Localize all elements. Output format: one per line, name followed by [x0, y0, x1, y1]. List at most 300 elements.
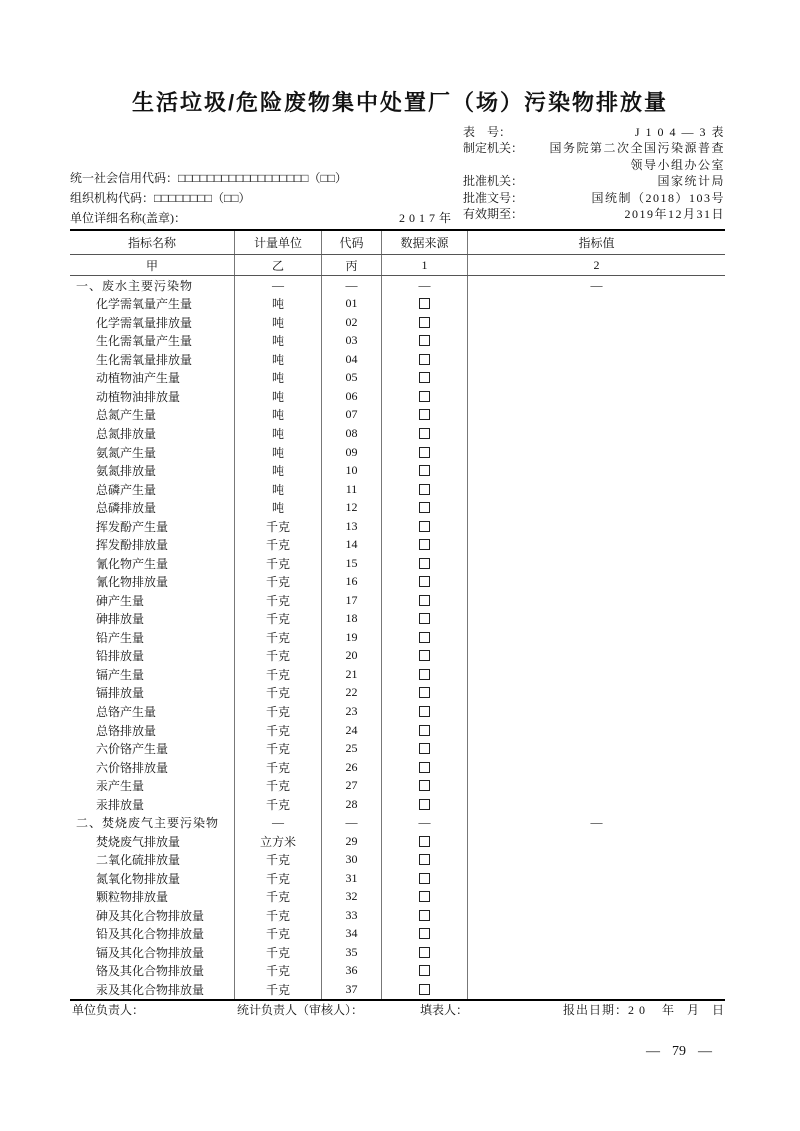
indicator-name: 氨氮排放量 [70, 461, 235, 480]
unit-of-measure: 千克 [235, 925, 322, 944]
checkbox-icon [419, 947, 430, 958]
table-row [70, 665, 725, 684]
data-source-cell [382, 535, 468, 554]
table-row [70, 628, 725, 647]
unit-of-measure: 千克 [235, 721, 322, 740]
table-row [70, 480, 725, 499]
indicator-value [468, 535, 725, 554]
unit-code-block [70, 168, 463, 228]
table-body [70, 276, 725, 999]
data-source-cell [382, 628, 468, 647]
indicator-name: 铅及其化合物排放量 [70, 925, 235, 944]
indicator-value [468, 406, 725, 425]
checkbox-icon [419, 910, 430, 921]
checkbox-icon [419, 372, 430, 383]
data-source-cell [382, 758, 468, 777]
unit-of-measure: 吨 [235, 295, 322, 314]
data-source-cell [382, 573, 468, 592]
data-source-cell [382, 795, 468, 814]
table-row [70, 702, 725, 721]
stats-head-label: 统计负责人（审核人）： [237, 1003, 364, 1017]
form-filler-label: 填表人： [420, 1003, 469, 1017]
checkbox-icon [419, 409, 430, 420]
indicator-code: 25 [322, 739, 382, 758]
report-year: 2017年 [398, 211, 455, 225]
section-row [70, 813, 725, 832]
indicator-value [468, 869, 725, 888]
unit-of-measure: 千克 [235, 702, 322, 721]
table-row [70, 535, 725, 554]
checkbox-icon [419, 799, 430, 810]
data-source-cell [382, 943, 468, 962]
indicator-name: 总铬排放量 [70, 721, 235, 740]
unit-of-measure: 千克 [235, 554, 322, 573]
unit-of-measure: 立方米 [235, 832, 322, 851]
checkbox-icon [419, 762, 430, 773]
checkbox-icon [419, 465, 430, 476]
unit-of-measure: 吨 [235, 424, 322, 443]
unit-of-measure: 千克 [235, 665, 322, 684]
unit-of-measure: 吨 [235, 406, 322, 425]
data-source-cell [382, 480, 468, 499]
indicator-value [468, 591, 725, 610]
data-source-cell [382, 980, 468, 999]
indicator-value [468, 424, 725, 443]
unit-of-measure: 千克 [235, 888, 322, 907]
indicator-value [468, 795, 725, 814]
indicator-code: 30 [322, 850, 382, 869]
unit-of-measure: 千克 [235, 795, 322, 814]
indicator-code: 23 [322, 702, 382, 721]
unit-of-measure: 千克 [235, 610, 322, 629]
indicator-value [468, 480, 725, 499]
page-title: 生活垃圾/危险废物集中处置厂（场）污染物排放量 [131, 90, 669, 115]
table-row [70, 980, 725, 999]
data-source-cell [382, 906, 468, 925]
meta-row [463, 157, 725, 173]
meta-label: 批准文号： [463, 190, 524, 205]
meta-value: 领导小组办公室 [630, 157, 725, 172]
column-header: 代码 [322, 231, 382, 254]
indicator-code: 24 [322, 721, 382, 740]
indicator-name: 总磷产生量 [70, 480, 235, 499]
data-source-cell [382, 295, 468, 314]
unit-of-measure: 千克 [235, 758, 322, 777]
table-row [70, 869, 725, 888]
checkbox-icon [419, 669, 430, 680]
unit-of-measure: 千克 [235, 869, 322, 888]
indicator-name: 总铬产生量 [70, 702, 235, 721]
table-row [70, 406, 725, 425]
unit-of-measure: 千克 [235, 943, 322, 962]
table-row [70, 554, 725, 573]
indicator-value [468, 610, 725, 629]
indicator-name: 镉及其化合物排放量 [70, 943, 235, 962]
meta-value: 国务院第二次全国污染源普查 [549, 141, 725, 156]
unit-of-measure: 吨 [235, 332, 322, 351]
indicator-name: 汞产生量 [70, 776, 235, 795]
table-row [70, 739, 725, 758]
checkbox-icon [419, 613, 430, 624]
column-subheader: 丙 [322, 255, 382, 275]
page-number-dash-right: — [698, 1044, 712, 1059]
unit-of-measure: 吨 [235, 369, 322, 388]
table-row [70, 387, 725, 406]
table-row [70, 850, 725, 869]
indicator-code: 03 [322, 332, 382, 351]
indicator-code: 35 [322, 943, 382, 962]
indicator-value [468, 980, 725, 999]
column-subheader: 甲 [70, 255, 235, 275]
table-row [70, 313, 725, 332]
indicator-value [468, 832, 725, 851]
checkbox-icon [419, 706, 430, 717]
indicator-value [468, 332, 725, 351]
unit-of-measure: 千克 [235, 962, 322, 981]
unit-of-measure: 吨 [235, 387, 322, 406]
checkbox-icon [419, 502, 430, 513]
data-source-cell [382, 925, 468, 944]
indicator-name: 总氮排放量 [70, 424, 235, 443]
checkbox-icon [419, 447, 430, 458]
unit-of-measure: 千克 [235, 850, 322, 869]
indicator-value [468, 665, 725, 684]
indicator-code: 21 [322, 665, 382, 684]
indicator-value [468, 721, 725, 740]
table-header-row [70, 231, 725, 255]
data-source-cell [382, 554, 468, 573]
unit-of-measure: 千克 [235, 776, 322, 795]
indicator-value: — [590, 815, 603, 830]
data-source-cell [382, 498, 468, 517]
data-source-cell [382, 332, 468, 351]
indicator-name: 铅排放量 [70, 647, 235, 666]
table-row [70, 424, 725, 443]
table-row [70, 498, 725, 517]
meta-row [463, 173, 725, 189]
indicator-name: 总磷排放量 [70, 498, 235, 517]
unit-of-measure: 千克 [235, 739, 322, 758]
meta-label: 制定机关： [463, 141, 524, 156]
indicator-value [468, 925, 725, 944]
indicator-code: 18 [322, 610, 382, 629]
table-row [70, 517, 725, 536]
indicator-code: 08 [322, 424, 382, 443]
indicator-name: 生化需氧量排放量 [70, 350, 235, 369]
indicator-name: 氰化物排放量 [70, 573, 235, 592]
checkbox-icon [419, 428, 430, 439]
checkbox-icon [419, 484, 430, 495]
table-row [70, 369, 725, 388]
indicator-value [468, 443, 725, 462]
indicator-code: 07 [322, 406, 382, 425]
indicator-code: 01 [322, 295, 382, 314]
data-source-cell [382, 591, 468, 610]
indicator-code: 15 [322, 554, 382, 573]
meta-row [463, 140, 725, 156]
unit-of-measure: 千克 [235, 684, 322, 703]
indicator-code: 06 [322, 387, 382, 406]
meta-value: J 1 0 4 — 3 表 [634, 125, 725, 139]
indicator-name: 砷及其化合物排放量 [70, 906, 235, 925]
checkbox-icon [419, 521, 430, 532]
data-source-cell [382, 721, 468, 740]
indicator-name: 氮氧化物排放量 [70, 869, 235, 888]
page-number [646, 1044, 712, 1060]
unit-of-measure: — [235, 813, 322, 832]
indicator-value [468, 517, 725, 536]
indicator-name: 颗粒物排放量 [70, 888, 235, 907]
indicator-code: 16 [322, 573, 382, 592]
indicator-name: 焚烧废气排放量 [70, 832, 235, 851]
indicator-name: 铅产生量 [70, 628, 235, 647]
checkbox-icon [419, 965, 430, 976]
unit-of-measure: 千克 [235, 517, 322, 536]
indicator-code: 11 [322, 480, 382, 499]
checkbox-icon [419, 354, 430, 365]
data-source-cell [382, 850, 468, 869]
indicator-name: 氨氮产生量 [70, 443, 235, 462]
table-row [70, 647, 725, 666]
indicator-name: 挥发酚产生量 [70, 517, 235, 536]
page-number-value: 79 [672, 1044, 686, 1059]
indicator-value [468, 962, 725, 981]
checkbox-icon [419, 595, 430, 606]
indicator-name: 二、焚烧废气主要污染物 [70, 813, 235, 832]
indicator-code: 10 [322, 461, 382, 480]
meta-label: 有效期至： [463, 206, 524, 221]
indicator-code: 26 [322, 758, 382, 777]
table-row [70, 776, 725, 795]
unit-of-measure: 千克 [235, 591, 322, 610]
indicator-code: 04 [322, 350, 382, 369]
indicator-name: 镉排放量 [70, 684, 235, 703]
unit-of-measure: 千克 [235, 628, 322, 647]
data-source-cell [382, 443, 468, 462]
indicator-value [468, 850, 725, 869]
data-source-cell [382, 647, 468, 666]
column-header: 计量单位 [235, 231, 322, 254]
table-row [70, 721, 725, 740]
indicator-name: 挥发酚排放量 [70, 535, 235, 554]
checkbox-icon [419, 743, 430, 754]
form-meta-block [463, 124, 725, 222]
indicator-code: 37 [322, 980, 382, 999]
table-row [70, 461, 725, 480]
data-source-cell [382, 350, 468, 369]
checkbox-icon [419, 687, 430, 698]
table-row [70, 943, 725, 962]
indicator-value [468, 554, 725, 573]
data-source-cell [382, 665, 468, 684]
indicator-code: 17 [322, 591, 382, 610]
column-subheader: 1 [382, 255, 468, 275]
checkbox-icon [419, 335, 430, 346]
report-date-label: 报出日期：2 0 年 月 日 [562, 1003, 725, 1017]
table-row [70, 758, 725, 777]
indicator-name: 生化需氧量产生量 [70, 332, 235, 351]
table-row [70, 573, 725, 592]
org-code-line: 组织机构代码：□□□□□□□□（□□） [70, 191, 251, 205]
table-row [70, 443, 725, 462]
checkbox-icon [419, 391, 430, 402]
indicator-value [468, 647, 725, 666]
indicator-value [468, 628, 725, 647]
meta-row [463, 190, 725, 206]
unit-of-measure: 吨 [235, 461, 322, 480]
unit-of-measure: 吨 [235, 350, 322, 369]
table-row [70, 610, 725, 629]
data-source-cell [382, 406, 468, 425]
indicator-name: 化学需氧量产生量 [70, 295, 235, 314]
data-source-cell [382, 962, 468, 981]
indicator-code: 33 [322, 906, 382, 925]
table-row [70, 332, 725, 351]
indicator-code: 09 [322, 443, 382, 462]
indicator-value [468, 387, 725, 406]
indicator-name: 汞及其化合物排放量 [70, 980, 235, 999]
indicator-code: 12 [322, 498, 382, 517]
data-source-cell [382, 776, 468, 795]
checkbox-icon [419, 650, 430, 661]
unit-of-measure: 吨 [235, 498, 322, 517]
data-source-cell [382, 832, 468, 851]
unit-of-measure: 千克 [235, 906, 322, 925]
indicator-value [468, 461, 725, 480]
indicator-value [468, 369, 725, 388]
indicator-code: 31 [322, 869, 382, 888]
unit-of-measure: 吨 [235, 480, 322, 499]
indicator-name: 铬及其化合物排放量 [70, 962, 235, 981]
indicator-code: — [322, 276, 382, 295]
data-source-cell: — [382, 813, 468, 832]
data-source-cell [382, 517, 468, 536]
indicator-value [468, 498, 725, 517]
meta-row [463, 206, 725, 222]
unit-head-label: 单位负责人： [72, 1003, 145, 1017]
unit-of-measure: 千克 [235, 535, 322, 554]
indicator-code: 28 [322, 795, 382, 814]
indicator-code: 02 [322, 313, 382, 332]
indicator-name: 六价铬产生量 [70, 739, 235, 758]
data-source-cell [382, 869, 468, 888]
unit-of-measure: 吨 [235, 443, 322, 462]
indicator-value [468, 684, 725, 703]
meta-label: 批准机关： [463, 174, 524, 189]
indicator-code: 05 [322, 369, 382, 388]
indicator-code: 22 [322, 684, 382, 703]
indicator-code: 29 [322, 832, 382, 851]
data-source-cell [382, 739, 468, 758]
section-row [70, 276, 725, 295]
checkbox-icon [419, 576, 430, 587]
checkbox-icon [419, 891, 430, 902]
indicator-code: 20 [322, 647, 382, 666]
column-header: 指标值 [578, 236, 615, 250]
indicator-value [468, 295, 725, 314]
meta-value: 国家统计局 [657, 174, 725, 189]
indicator-code: 32 [322, 888, 382, 907]
indicator-name: 二氧化硫排放量 [70, 850, 235, 869]
table-row [70, 684, 725, 703]
data-source-cell [382, 369, 468, 388]
meta-label: 表 号： [463, 125, 512, 139]
indicator-code: 14 [322, 535, 382, 554]
indicator-code: 36 [322, 962, 382, 981]
unit-of-measure: 吨 [235, 313, 322, 332]
indicator-value: — [590, 277, 603, 292]
indicator-value [468, 776, 725, 795]
table-row [70, 350, 725, 369]
checkbox-icon [419, 539, 430, 550]
indicator-name: 砷产生量 [70, 591, 235, 610]
credit-code-line: 统一社会信用代码：□□□□□□□□□□□□□□□□□□（□□） [70, 171, 347, 185]
checkbox-icon [419, 317, 430, 328]
checkbox-icon [419, 854, 430, 865]
indicator-value [468, 758, 725, 777]
data-source-cell [382, 461, 468, 480]
indicator-name: 总氮产生量 [70, 406, 235, 425]
data-source-cell [382, 610, 468, 629]
checkbox-icon [419, 725, 430, 736]
data-source-cell [382, 313, 468, 332]
column-header: 数据来源 [382, 231, 468, 254]
data-source-cell [382, 702, 468, 721]
checkbox-icon [419, 558, 430, 569]
indicator-value [468, 350, 725, 369]
table-row [70, 795, 725, 814]
indicator-code: 27 [322, 776, 382, 795]
meta-value: 2019年12月31日 [624, 206, 725, 221]
meta-row [463, 124, 725, 140]
unit-name-line [70, 208, 463, 228]
checkbox-icon [419, 836, 430, 847]
column-subheader: 乙 [235, 255, 322, 275]
data-source-cell [382, 888, 468, 907]
data-source-cell: — [382, 276, 468, 295]
table-subheader-row [70, 255, 725, 276]
indicator-table [70, 229, 725, 1001]
indicator-value [468, 739, 725, 758]
indicator-name: 汞排放量 [70, 795, 235, 814]
indicator-name: 六价铬排放量 [70, 758, 235, 777]
indicator-value [468, 313, 725, 332]
indicator-code: 13 [322, 517, 382, 536]
indicator-value [468, 702, 725, 721]
table-row [70, 888, 725, 907]
table-row [70, 591, 725, 610]
table-row [70, 962, 725, 981]
checkbox-icon [419, 780, 430, 791]
indicator-code: — [322, 813, 382, 832]
indicator-name: 砷排放量 [70, 610, 235, 629]
indicator-value [468, 906, 725, 925]
unit-of-measure: 千克 [235, 573, 322, 592]
indicator-name: 动植物油排放量 [70, 387, 235, 406]
unit-of-measure: 千克 [235, 980, 322, 999]
unit-name-label: 单位详细名称(盖章)： [70, 211, 186, 225]
indicator-value [468, 573, 725, 592]
table-row [70, 925, 725, 944]
indicator-name: 化学需氧量排放量 [70, 313, 235, 332]
indicator-name: 一、废水主要污染物 [70, 276, 235, 295]
meta-value: 国统制（2018）103号 [591, 190, 725, 205]
checkbox-icon [419, 928, 430, 939]
data-source-cell [382, 424, 468, 443]
page-number-dash-left: — [646, 1044, 660, 1059]
checkbox-icon [419, 298, 430, 309]
table-row [70, 295, 725, 314]
